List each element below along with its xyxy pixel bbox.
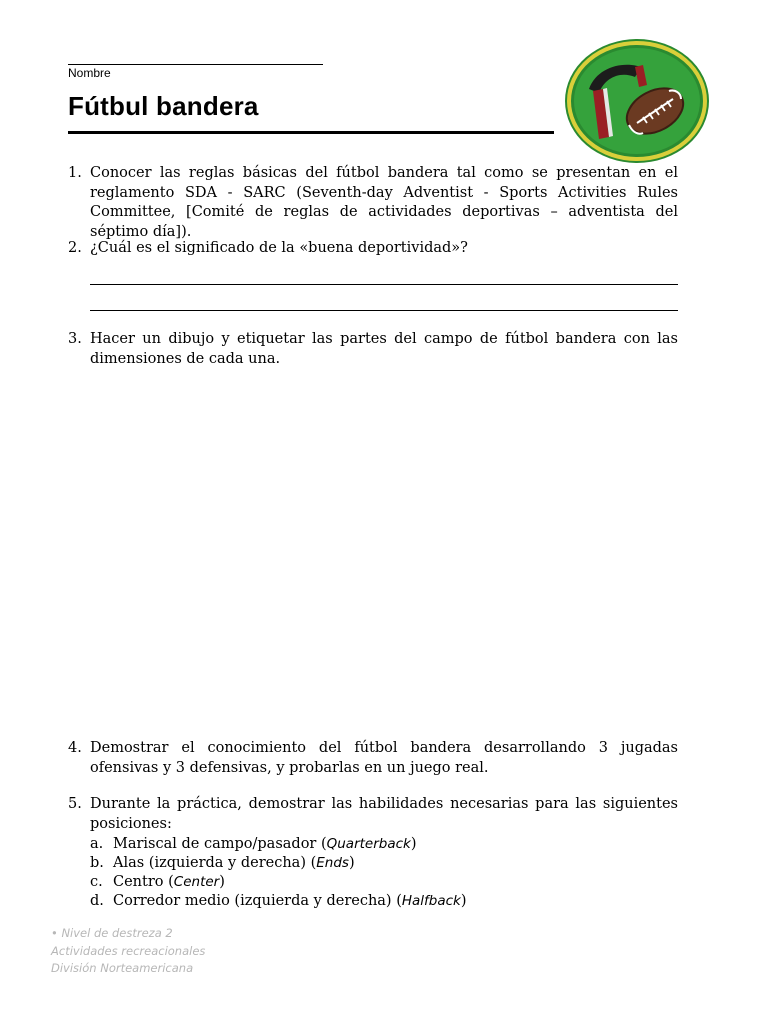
position-label: Alas (izquierda y derecha) ( xyxy=(113,855,317,871)
drawing-area[interactable] xyxy=(90,376,678,726)
name-field-line[interactable] xyxy=(68,64,323,65)
requirement-text: Durante la práctica, demostrar las habilidades necesarias para las siguientes posiciones: xyxy=(90,796,678,832)
requirement-3 xyxy=(68,330,678,369)
footer-division: División Norteamericana xyxy=(51,961,194,975)
position-letter: c. xyxy=(90,874,103,890)
requirement-1 xyxy=(68,164,678,242)
footer-level: • Nivel de destreza 2 xyxy=(51,926,173,940)
answer-line[interactable] xyxy=(90,310,678,311)
page-footer xyxy=(51,925,205,978)
position-close: ) xyxy=(410,836,417,852)
flag-football-patch-icon xyxy=(563,37,711,165)
answer-line[interactable] xyxy=(90,284,678,285)
requirement-5 xyxy=(68,795,678,834)
position-label: Mariscal de campo/pasador ( xyxy=(113,836,327,852)
position-letter: b. xyxy=(90,855,104,871)
position-close: ) xyxy=(219,874,225,890)
position-item xyxy=(90,873,225,892)
requirement-number: 3. xyxy=(68,331,82,347)
name-label: Nombre xyxy=(68,66,111,80)
position-term: Center xyxy=(173,874,220,890)
position-term: Ends xyxy=(316,855,349,871)
requirement-text: Demostrar el conocimiento del fútbol bandera desarrollando 3 jugadas ofensivas y 3 defensivas, y probarlas en un juego real. xyxy=(90,740,678,776)
requirement-text: Conocer las reglas básicas del fútbol bandera tal como se presentan en el reglamento SDA - SARC (Seventh-day Adventist - Sports Activities Rules Committee, [Comité de reglas de actividades deportivas – adventista del séptimo día]). xyxy=(90,165,678,240)
position-label: Corredor medio (izquierda y derecha) ( xyxy=(113,893,402,909)
position-close: ) xyxy=(348,855,355,871)
requirement-number: 1. xyxy=(68,165,82,181)
position-term: Quarterback xyxy=(326,836,411,852)
position-letter: d. xyxy=(90,893,104,909)
position-label: Centro ( xyxy=(113,874,174,890)
footer-category: Actividades recreacionales xyxy=(51,943,206,958)
requirement-number: 4. xyxy=(68,740,82,756)
requirement-4 xyxy=(68,739,678,778)
position-close: ) xyxy=(460,893,467,909)
requirement-number: 5. xyxy=(68,796,82,812)
requirement-text: ¿Cuál es el significado de la «buena deportividad»? xyxy=(90,240,468,256)
requirement-text: Hacer un dibujo y etiquetar las partes del campo de fútbol bandera con las dimensiones de cada una. xyxy=(90,331,678,367)
title-divider xyxy=(68,131,554,134)
page-title: Fútbul bandera xyxy=(68,91,259,121)
position-letter: a. xyxy=(90,836,104,852)
position-item xyxy=(90,854,355,873)
position-item xyxy=(90,892,467,911)
position-term: Halfback xyxy=(401,893,461,909)
requirement-number: 2. xyxy=(68,240,82,256)
position-item xyxy=(90,835,417,854)
requirement-2 xyxy=(68,239,678,259)
